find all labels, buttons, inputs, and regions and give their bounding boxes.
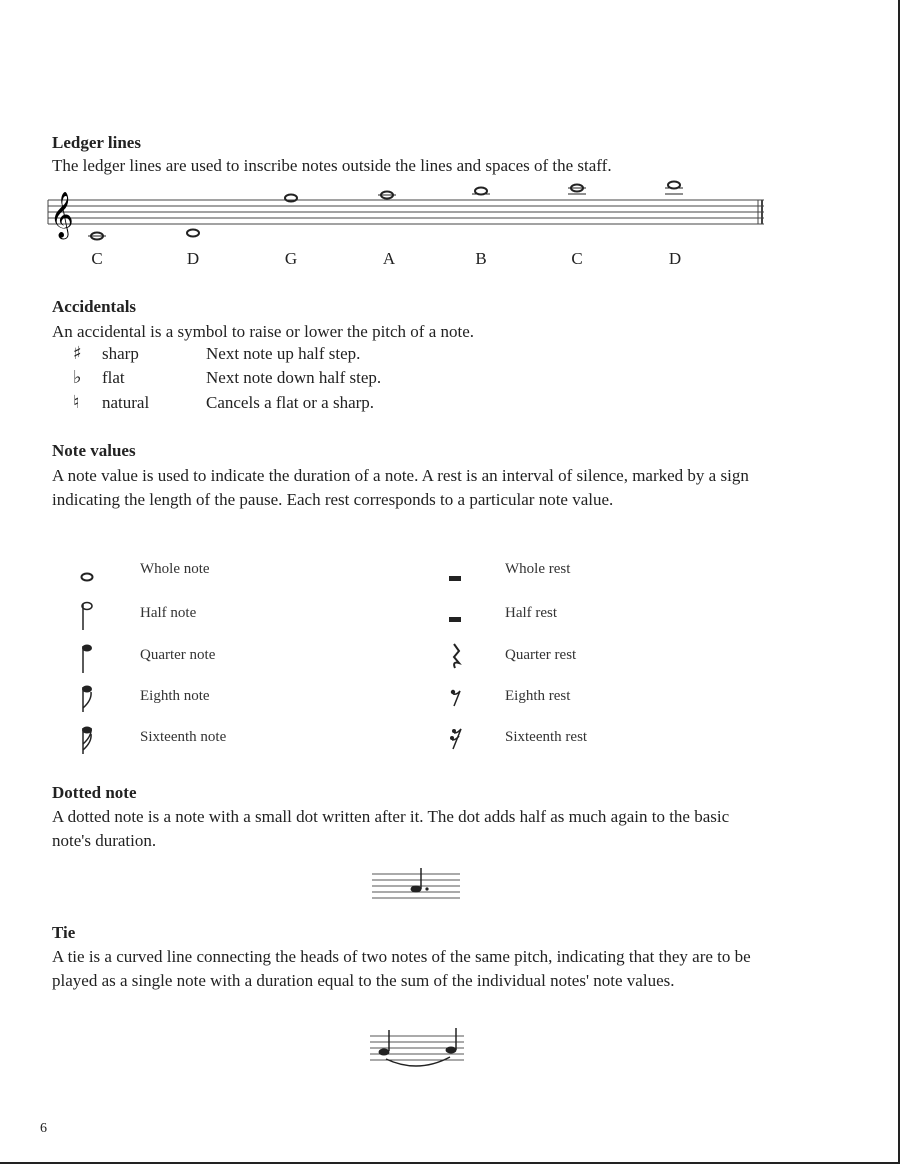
note-d-high <box>668 182 680 189</box>
whole-rest-icon <box>449 576 461 581</box>
dotted-quarter-note-icon <box>411 886 422 893</box>
note-values-heading: Note values <box>52 441 136 460</box>
rest-label: Eighth rest <box>505 688 571 704</box>
eighth-rest-icon <box>451 690 460 706</box>
rest-label: Sixteenth rest <box>505 729 588 745</box>
page-number: 6 <box>40 1121 47 1136</box>
ledger-note-label: G <box>284 249 298 268</box>
note-b-high <box>475 188 487 195</box>
sharp-icon: ♯ <box>73 343 82 364</box>
note-label: Half note <box>140 605 197 621</box>
ledger-note-label: A <box>382 249 396 268</box>
accidental-desc: Cancels a flat or a sharp. <box>206 393 375 412</box>
flat-icon: ♭ <box>73 367 82 388</box>
note-label: Whole note <box>140 561 210 577</box>
ledger-note-label: C <box>571 249 583 268</box>
dotted-note-staff <box>372 864 462 908</box>
note-label: Eighth note <box>140 688 210 704</box>
ledger-text: The ledger lines are used to inscribe notes outside the lines and spaces of the staff. <box>52 156 612 175</box>
note-d-low <box>187 230 199 237</box>
ledger-note-label: D <box>668 249 682 268</box>
quarter-rest-icon <box>454 644 459 668</box>
rest-label: Half rest <box>505 605 558 621</box>
ledger-note-label: D <box>186 249 200 268</box>
accidentals-heading: Accidentals <box>52 297 137 316</box>
accidental-name: natural <box>102 393 150 412</box>
sixteenth-note-icon <box>82 727 92 755</box>
dotted-note-heading: Dotted note <box>52 783 137 802</box>
accidental-desc: Next note up half step. <box>206 344 361 363</box>
tie-curve-icon <box>386 1057 450 1066</box>
ledger-note-label: B <box>475 249 487 268</box>
tied-note-1-icon <box>379 1049 390 1056</box>
note-label: Sixteenth note <box>140 729 227 745</box>
half-note-icon <box>82 603 92 631</box>
accidental-name: sharp <box>102 344 139 363</box>
ledger-staff <box>48 188 768 244</box>
natural-icon: ♮ <box>73 392 80 413</box>
accidental-name: flat <box>102 368 125 387</box>
half-rest-icon <box>449 617 461 622</box>
tie-text: A tie is a curved line connecting the heads of two notes of the same pitch, indicating that they are to be played as a single note with a duration equal to the sum of the individual notes' note values. <box>52 947 751 990</box>
note-icons <box>74 560 104 760</box>
dotted-note-text: A dotted note is a note with a small dot written after it. The dot adds half as much again to the basic note's duration. <box>52 807 730 850</box>
rest-label: Quarter rest <box>505 647 577 663</box>
ledger-note-label: C <box>91 249 103 268</box>
tie-heading: Tie <box>52 923 76 942</box>
rest-label: Whole rest <box>505 561 571 577</box>
tie-staff <box>370 1026 466 1074</box>
eighth-note-icon <box>82 686 92 713</box>
accidental-desc: Next note down half step. <box>206 368 382 387</box>
treble-clef-icon: 𝄞 <box>50 192 74 238</box>
tied-note-2-icon <box>446 1047 457 1054</box>
dot-icon <box>425 887 428 890</box>
ledger-notes <box>88 182 683 240</box>
rest-icons <box>440 560 470 760</box>
note-label: Quarter note <box>140 647 216 663</box>
quarter-note-icon <box>82 645 92 674</box>
ledger-heading: Ledger lines <box>52 133 141 152</box>
whole-note-icon <box>82 574 93 581</box>
note-values-text: A note value is used to indicate the duration of a note. A rest is an interval of silence, marked by a sign indicating the length of the pause. Each rest corresponds to a particular note value. <box>52 466 749 509</box>
sixteenth-rest-icon <box>450 729 461 749</box>
accidentals-text: An accidental is a symbol to raise or lower the pitch of a note. <box>52 322 475 341</box>
